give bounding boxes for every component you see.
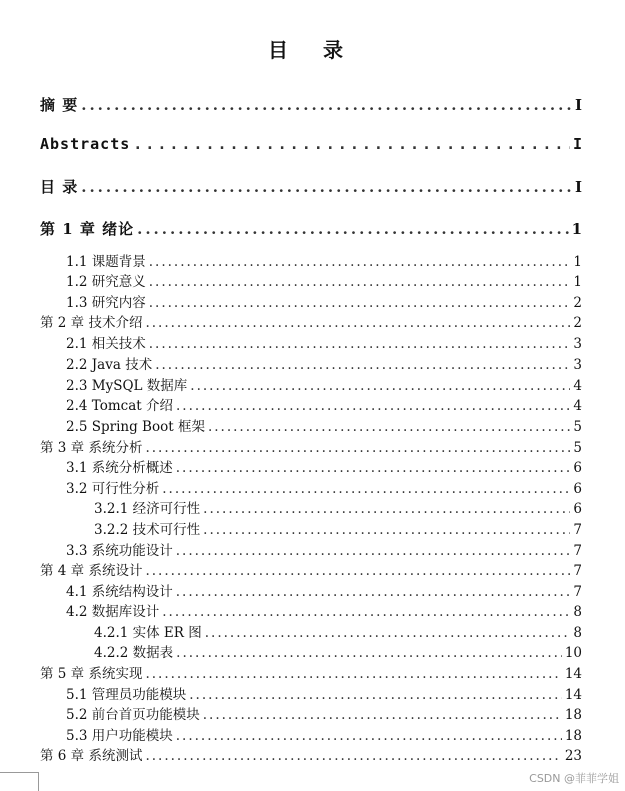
toc-entry-section[interactable]	[66, 394, 582, 413]
toc-entry-page: I	[574, 96, 582, 114]
toc-entry-label: 2.2 Java 技术	[66, 357, 153, 373]
toc-entry-section[interactable]	[66, 270, 582, 289]
toc-entry-subsection[interactable]	[94, 518, 582, 537]
toc-entry-page: 8	[573, 625, 582, 641]
toc-leader-dots	[145, 666, 561, 682]
toc-entry-page: I	[572, 135, 582, 153]
toc-leader-dots	[137, 220, 568, 238]
toc-leader-dots	[145, 563, 570, 579]
toc-entry-label: 第 5 章 系统实现	[40, 666, 143, 682]
toc-entry-page: 14	[564, 666, 582, 682]
toc-title: 目 录	[268, 38, 357, 62]
toc-leader-dots	[149, 274, 571, 290]
toc-entry-section[interactable]	[66, 539, 582, 558]
toc-leader-dots	[155, 357, 570, 373]
toc-leader-dots	[81, 178, 572, 196]
toc-entry-page: 1	[571, 220, 582, 238]
toc-leader-dots	[133, 135, 570, 153]
toc-entry-label: 3.2.2 技术可行性	[94, 522, 201, 538]
toc-entry-page: 7	[573, 522, 582, 538]
toc-entry-section[interactable]	[66, 477, 582, 496]
toc-entry-label: 第 4 章 系统设计	[40, 563, 143, 579]
toc-entry-label: 第 1 章 绪论	[40, 220, 135, 238]
toc-entry-section[interactable]	[66, 600, 582, 619]
toc-entry-section[interactable]	[66, 456, 582, 475]
toc-entry-label: 5.1 管理员功能模块	[66, 687, 187, 703]
toc-entry-chapter-3[interactable]	[40, 436, 582, 455]
toc-entry-abstract-cn[interactable]	[40, 94, 582, 120]
toc-leader-dots	[189, 687, 562, 703]
toc-entry-section[interactable]	[66, 353, 582, 372]
toc-entry-label: 3.3 系统功能设计	[66, 543, 173, 559]
toc-entry-page: 6	[573, 460, 582, 476]
toc-entry-page: 7	[573, 563, 582, 579]
toc-entry-page: 18	[564, 707, 582, 723]
toc-leader-dots	[176, 645, 562, 661]
toc-entry-label: 4.2.2 数据表	[94, 645, 174, 661]
toc-entry-label: 摘 要	[40, 96, 79, 114]
toc-entry-label: 3.2 可行性分析	[66, 481, 160, 497]
toc-entry-label: 2.4 Tomcat 介绍	[66, 398, 173, 414]
toc-entry-page: 4	[573, 398, 582, 414]
toc-entry-label: 第 6 章 系统测试	[40, 748, 143, 764]
toc-entry-page: 18	[564, 728, 582, 744]
toc-entry-label: 第 3 章 系统分析	[40, 440, 143, 456]
toc-leader-dots	[208, 419, 570, 435]
page-corner-mark	[0, 772, 39, 791]
toc-entry-label: Abstracts	[40, 135, 131, 153]
toc-leader-dots	[162, 481, 570, 497]
toc-entry-chapter-6[interactable]	[40, 744, 582, 763]
toc-leader-dots	[190, 378, 570, 394]
toc-entry-page: 10	[564, 645, 582, 661]
toc-entry-page: 3	[573, 357, 582, 373]
toc-entry-label: 第 2 章 技术介绍	[40, 315, 143, 331]
toc-leader-dots	[145, 748, 561, 764]
toc-entry-label: 2.3 MySQL 数据库	[66, 378, 188, 394]
toc-entry-label: 3.1 系统分析概述	[66, 460, 173, 476]
toc-entry-subsection[interactable]	[94, 497, 582, 516]
toc-entry-label: 2.1 相关技术	[66, 336, 146, 352]
toc-entry-section[interactable]	[66, 374, 582, 393]
toc-leader-dots	[176, 398, 570, 414]
toc-entry-label: 3.2.1 经济可行性	[94, 501, 201, 517]
toc-leader-dots	[149, 336, 571, 352]
toc-entry-chapter-4[interactable]	[40, 559, 582, 578]
toc-leader-dots	[145, 315, 570, 331]
toc-entry-section[interactable]	[66, 703, 582, 722]
toc-entry-page: 5	[573, 419, 582, 435]
toc-entry-chapter-1[interactable]	[40, 218, 582, 244]
toc-entry-page: 5	[573, 440, 582, 456]
toc-entry-page: 23	[564, 748, 582, 764]
toc-entry-label: 2.5 Spring Boot 框架	[66, 419, 205, 435]
toc-entry-page: 1	[573, 254, 582, 270]
toc-leader-dots	[205, 625, 571, 641]
toc-entry-page: 6	[573, 501, 582, 517]
toc-leader-dots	[176, 460, 571, 476]
toc-entry-page: 7	[573, 543, 582, 559]
toc-entry-page: I	[574, 178, 582, 196]
toc-leader-dots	[203, 501, 570, 517]
toc-entry-label: 4.1 系统结构设计	[66, 584, 173, 600]
toc-entry-page: 3	[573, 336, 582, 352]
toc-entry-section[interactable]	[66, 250, 582, 269]
toc-entry-label: 4.2.1 实体 ER 图	[94, 625, 202, 641]
toc-entry-subsection[interactable]	[94, 621, 582, 640]
toc-entry-section[interactable]	[66, 291, 582, 310]
toc-entry-contents[interactable]	[40, 176, 582, 202]
watermark: CSDN @菲菲学姐	[529, 772, 619, 785]
toc-entry-page: 7	[573, 584, 582, 600]
toc-entry-label: 目 录	[40, 178, 79, 196]
toc-entry-section[interactable]	[66, 683, 582, 702]
toc-entry-page: 14	[564, 687, 582, 703]
toc-entry-chapter-2[interactable]	[40, 311, 582, 330]
toc-entry-label: 1.1 课题背景	[66, 254, 146, 270]
toc-entry-label: 5.2 前台首页功能模块	[66, 707, 200, 723]
toc-entry-subsection[interactable]	[94, 641, 582, 660]
toc-entry-page: 2	[573, 315, 582, 331]
toc-leader-dots	[149, 254, 571, 270]
toc-entry-label: 4.2 数据库设计	[66, 604, 160, 620]
toc-leader-dots	[162, 604, 570, 620]
toc-entry-page: 1	[573, 274, 582, 290]
toc-leader-dots	[176, 543, 571, 559]
toc-leader-dots	[176, 728, 562, 744]
toc-entry-page: 4	[573, 378, 582, 394]
toc-leader-dots	[203, 522, 570, 538]
toc-entry-label: 1.2 研究意义	[66, 274, 146, 290]
toc-leader-dots	[81, 96, 572, 114]
toc-entry-page: 2	[573, 295, 582, 311]
toc-leader-dots	[145, 440, 570, 456]
toc-leader-dots	[149, 295, 571, 311]
toc-entry-section[interactable]	[66, 415, 582, 434]
toc-entry-label: 5.3 用户功能模块	[66, 728, 173, 744]
toc-entry-section[interactable]	[66, 580, 582, 599]
toc-entry-section[interactable]	[66, 724, 582, 743]
toc-entry-chapter-5[interactable]	[40, 662, 582, 681]
toc-leader-dots	[176, 584, 571, 600]
toc-entry-page: 8	[573, 604, 582, 620]
toc-leader-dots	[203, 707, 562, 723]
toc-entry-label: 1.3 研究内容	[66, 295, 146, 311]
toc-entry-page: 6	[573, 481, 582, 497]
toc-entry-section[interactable]	[66, 332, 582, 351]
toc-entry-abstract-en[interactable]	[40, 135, 582, 161]
